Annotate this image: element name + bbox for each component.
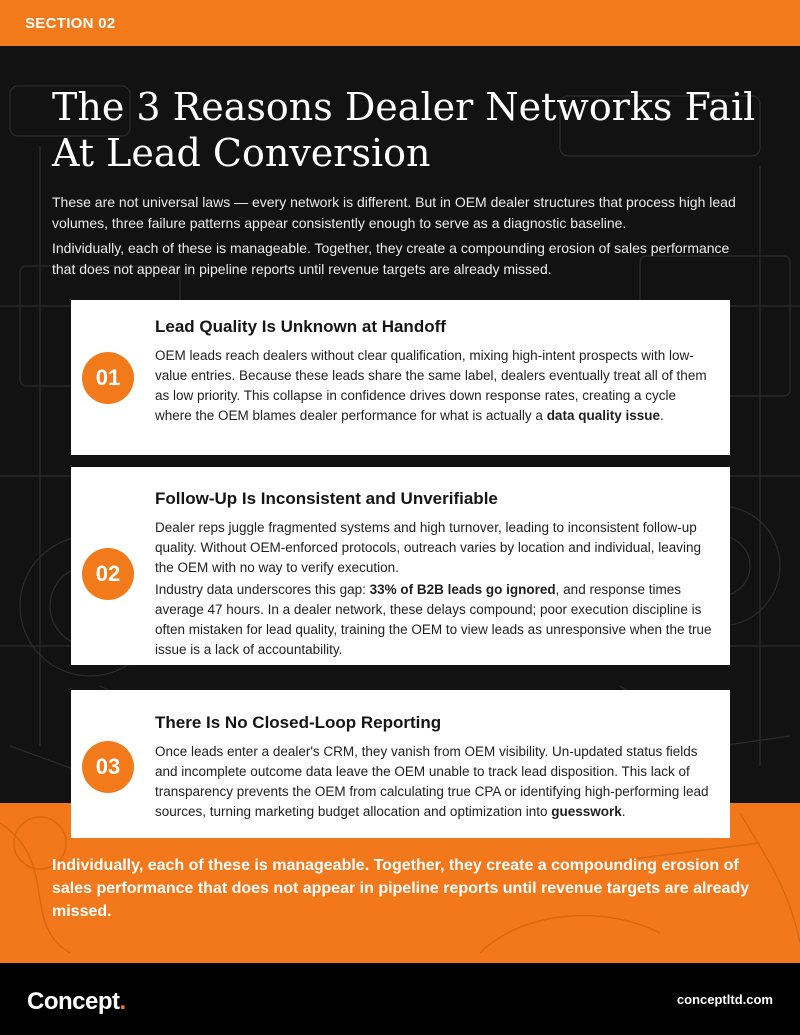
reason-heading: Lead Quality Is Unknown at Handoff bbox=[155, 317, 446, 336]
page-title: The 3 Reasons Dealer Networks Fail At Lead Conversion bbox=[52, 85, 756, 175]
intro-paragraph: These are not universal laws — every network is different. But in OEM dealer structures that process high lead volumes, three failure patterns appear consistently enough to serve as a diagnostic baseline. bbox=[52, 194, 736, 231]
emphasis-text: data quality issue bbox=[546, 408, 660, 423]
reason-body: Once leads enter a dealer's CRM, they vanish from OEM visibility. Un-updated status fields and incomplete outcome data leave the OEM unable to track lead disposition. This lack of transparency prevents the OEM from calculating true CPA or identifying high-performing lead sources, turning marketing budget allocation and optimization into guesswork. bbox=[155, 744, 709, 819]
section-label: SECTION 02 bbox=[25, 15, 116, 32]
callout-text: Individually, each of these is manageable. Together, they create a compounding erosion of sales performance that does not appear in pipeline reports until revenue targets are already missed. bbox=[52, 857, 750, 920]
footer bbox=[0, 963, 800, 1035]
reason-body: OEM leads reach dealers without clear qualification, mixing high-intent prospects with low-value entries. Because these leads share the same label, dealers eventually treat all of them as low priority. This collapse in confidence drives down response rates, creating a cycle where the OEM blames dealer performance for what is actually a data quality issue. bbox=[155, 348, 707, 423]
website-link[interactable]: conceptltd.com bbox=[676, 992, 773, 1007]
reason-body-statistic: Industry data underscores this gap: 33% of B2B leads go ignored, and response times average 47 hours. In a dealer network, these delays compound; poor execution discipline is often mistaken for lead quality, training the OEM to view leads as unresponsive when the true issue is a lack of accountability. bbox=[155, 582, 712, 657]
reason-number-badge: 02 bbox=[82, 548, 134, 600]
section-header-bar bbox=[0, 0, 800, 46]
intro-paragraph: Individually, each of these is manageable. Together, they create a compounding erosion of sales performance that does not appear in pipeline reports until revenue targets are already missed. bbox=[52, 240, 730, 277]
reason-number-badge: 01 bbox=[82, 352, 134, 404]
emphasis-text: 33% of B2B leads go ignored bbox=[369, 582, 556, 597]
reason-body: Dealer reps juggle fragmented systems and high turnover, leading to inconsistent follow-up quality. Without OEM-enforced protocols, outreach varies by location and individual, leaving the OEM with no way to verify execution. bbox=[155, 520, 702, 575]
reason-heading: Follow-Up Is Inconsistent and Unverifiable bbox=[155, 489, 498, 508]
reason-number-badge: 03 bbox=[82, 741, 134, 793]
reason-heading: There Is No Closed-Loop Reporting bbox=[155, 713, 442, 732]
emphasis-text: guesswork bbox=[551, 804, 622, 819]
reason-card bbox=[71, 300, 730, 455]
reason-card bbox=[71, 467, 730, 665]
company-logo: Concept. bbox=[27, 988, 126, 1015]
reason-card bbox=[71, 690, 730, 838]
